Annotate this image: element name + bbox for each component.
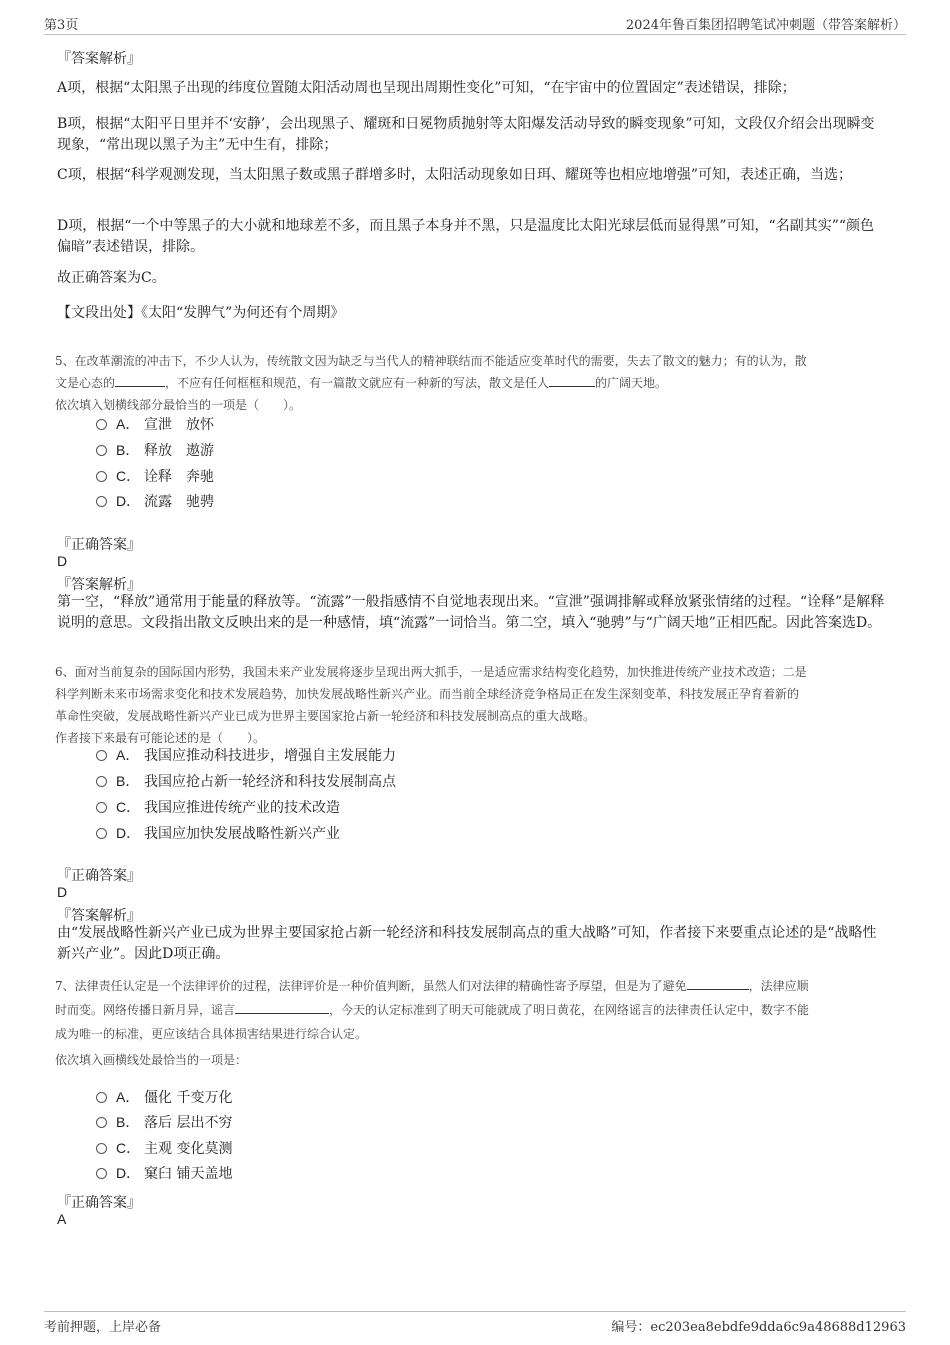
radio-button[interactable]	[96, 1092, 107, 1103]
q6-option-a[interactable]: A． 我国应推动科技进步，增强自主发展能力	[96, 745, 396, 765]
page-number: 第3页	[44, 18, 79, 33]
blank-2	[235, 999, 329, 1014]
q5-answer-label: 『正确答案』	[57, 537, 141, 553]
q5-stem: 5、在改革潮流的冲击下，不少人认为，传统散文因为缺乏与当代人的精神联结而不能适应变革时代的需要，失去了散文的魅力；有的认为，散 文是心态的 ，不应有任何框框和规范，有一篇散文就应有一种新的写法，散文是任人 的广阔天地。 依次填入划横线部分最恰当的一项是（ ）。	[55, 354, 807, 412]
page-header	[44, 12, 906, 35]
radio-button[interactable]	[96, 419, 107, 430]
q4-analysis-c: C项，根据“科学观测发现，当太阳黑子数或黑子群增多时，太阳活动现象如日珥、耀斑等也相应地增强”可知，表述正确，当选；	[57, 167, 853, 183]
document-id: 编号：ec203ea8ebdfe9dda6c9a48688d12963	[611, 1320, 906, 1335]
q6-option-c[interactable]: C． 我国应推进传统产业的技术改造	[96, 797, 340, 817]
q4-source: 【文段出处】《太阳“发脾气”为何还有个周期》	[57, 305, 345, 321]
radio-button[interactable]	[96, 1168, 107, 1179]
q7-option-b[interactable]: B． 落后 层出不穷	[96, 1112, 232, 1132]
q6-analysis: 由“发展战略性新兴产业已成为世界主要国家抢占新一轮经济和科技发展制高点的重大战略”可知，作者接下来要重点论述的是“战略性新兴产业”。因此D项正确。	[57, 925, 877, 962]
radio-button[interactable]	[96, 445, 107, 456]
q4-analysis-a: A项，根据“太阳黑子出现的纬度位置随太阳活动周也呈现出周期性变化”可知，“在宇宙中的位置固定”表述错误，排除；	[57, 80, 796, 96]
page-footer	[44, 1311, 906, 1336]
q4-analysis-d: D项，根据“一个中等黑子的大小就和地球差不多，而且黑子本身并不黑，只是温度比太阳光球层低而显得黑”可知，“名副其实”“颜色偏暗”表述错误，排除。	[57, 218, 875, 255]
q6-stem: 6、面对当前复杂的国际国内形势，我国未来产业发展将逐步呈现出两大抓手，一是适应需求结构变化趋势，加快推进传统产业技术改造；二是 科学判断未来市场需求变化和技术发展趋势，加快发展战略性新兴产业。而当前全球经济竞争格局正在发生深刻变革，科技发展正孕育着新的 革命性突破，发展战略性新兴产业已成为世界主要国家抢占新一轮经济和科技发展制高点的重大战略。 作者接下来最有可能论述的是（ ）。	[55, 665, 807, 745]
q4-conclusion: 故正确答案为C。	[57, 270, 166, 286]
radio-button[interactable]	[96, 802, 107, 813]
blank-1	[687, 975, 749, 990]
q7-option-c[interactable]: C． 主观 变化莫测	[96, 1138, 232, 1158]
q7-answer: A	[57, 1211, 67, 1227]
q7-instruction: 依次填入画横线处最恰当的一项是：	[55, 1053, 248, 1067]
footer-slogan: 考前押题，上岸必备	[44, 1320, 162, 1335]
radio-button[interactable]	[96, 828, 107, 839]
q5-option-d[interactable]: D． 流露 驰骋	[96, 491, 214, 511]
q6-option-b[interactable]: B． 我国应抢占新一轮经济和科技发展制高点	[96, 771, 396, 791]
radio-button[interactable]	[96, 1117, 107, 1128]
q5-option-a[interactable]: A． 宣泄 放怀	[96, 414, 214, 434]
q7-option-a[interactable]: A． 僵化 千变万化	[96, 1087, 232, 1107]
q7-answer-label: 『正确答案』	[57, 1195, 141, 1211]
radio-button[interactable]	[96, 1143, 107, 1154]
radio-button[interactable]	[96, 496, 107, 507]
q5-analysis: 第一空，“释放”通常用于能量的释放等。“流露”一般指感情不自觉地表现出来。“宣泄”强调排解或释放紧张情绪的过程。“诠释”是解释说明的意思。文段指出散文反映出来的是一种感情，填“流露”一词恰当。第二空，填入“驰骋”与“广阔天地”正相匹配。因此答案选D。	[57, 594, 885, 631]
q5-option-c[interactable]: C． 诠释 奔驰	[96, 466, 214, 486]
radio-button[interactable]	[96, 776, 107, 787]
radio-button[interactable]	[96, 750, 107, 761]
q5-analysis-label: 『答案解析』	[57, 577, 141, 593]
blank-1	[115, 372, 165, 387]
q4-analysis-label: 『答案解析』	[57, 51, 141, 67]
blank-2	[549, 372, 595, 387]
document-title: 2024年鲁百集团招聘笔试冲刺题（带答案解析）	[625, 18, 906, 33]
q7-stem: 7、法律责任认定是一个法律评价的过程，法律评价是一种价值判断，虽然人们对法律的精确性寄予厚望，但是为了避免 ，法律应顺 时而变。网络传播日新月异，谣言 ，今天的认定标准到了明天可能就成了明日黄花，在网络谣言的法律责任认定中，数字不能 成为唯一的标准，更应该结合具体损害结果进行综合认定。	[55, 975, 895, 1045]
q6-answer: D	[57, 884, 68, 900]
q5-answer: D	[57, 553, 68, 569]
radio-button[interactable]	[96, 471, 107, 482]
q5-option-b[interactable]: B． 释放 遨游	[96, 440, 214, 460]
q6-option-d[interactable]: D． 我国应加快发展战略性新兴产业	[96, 823, 340, 843]
q4-analysis-b: B项，根据“太阳平日里并不‘安静’，会出现黑子、耀斑和日冕物质抛射等太阳爆发活动导致的瞬变现象”可知，文段仅介绍会出现瞬变现象，“常出现以黑子为主”无中生有，排除；	[57, 116, 875, 153]
q6-answer-label: 『正确答案』	[57, 868, 141, 884]
q6-analysis-label: 『答案解析』	[57, 908, 141, 924]
q7-option-d[interactable]: D． 窠臼 铺天盖地	[96, 1163, 232, 1183]
